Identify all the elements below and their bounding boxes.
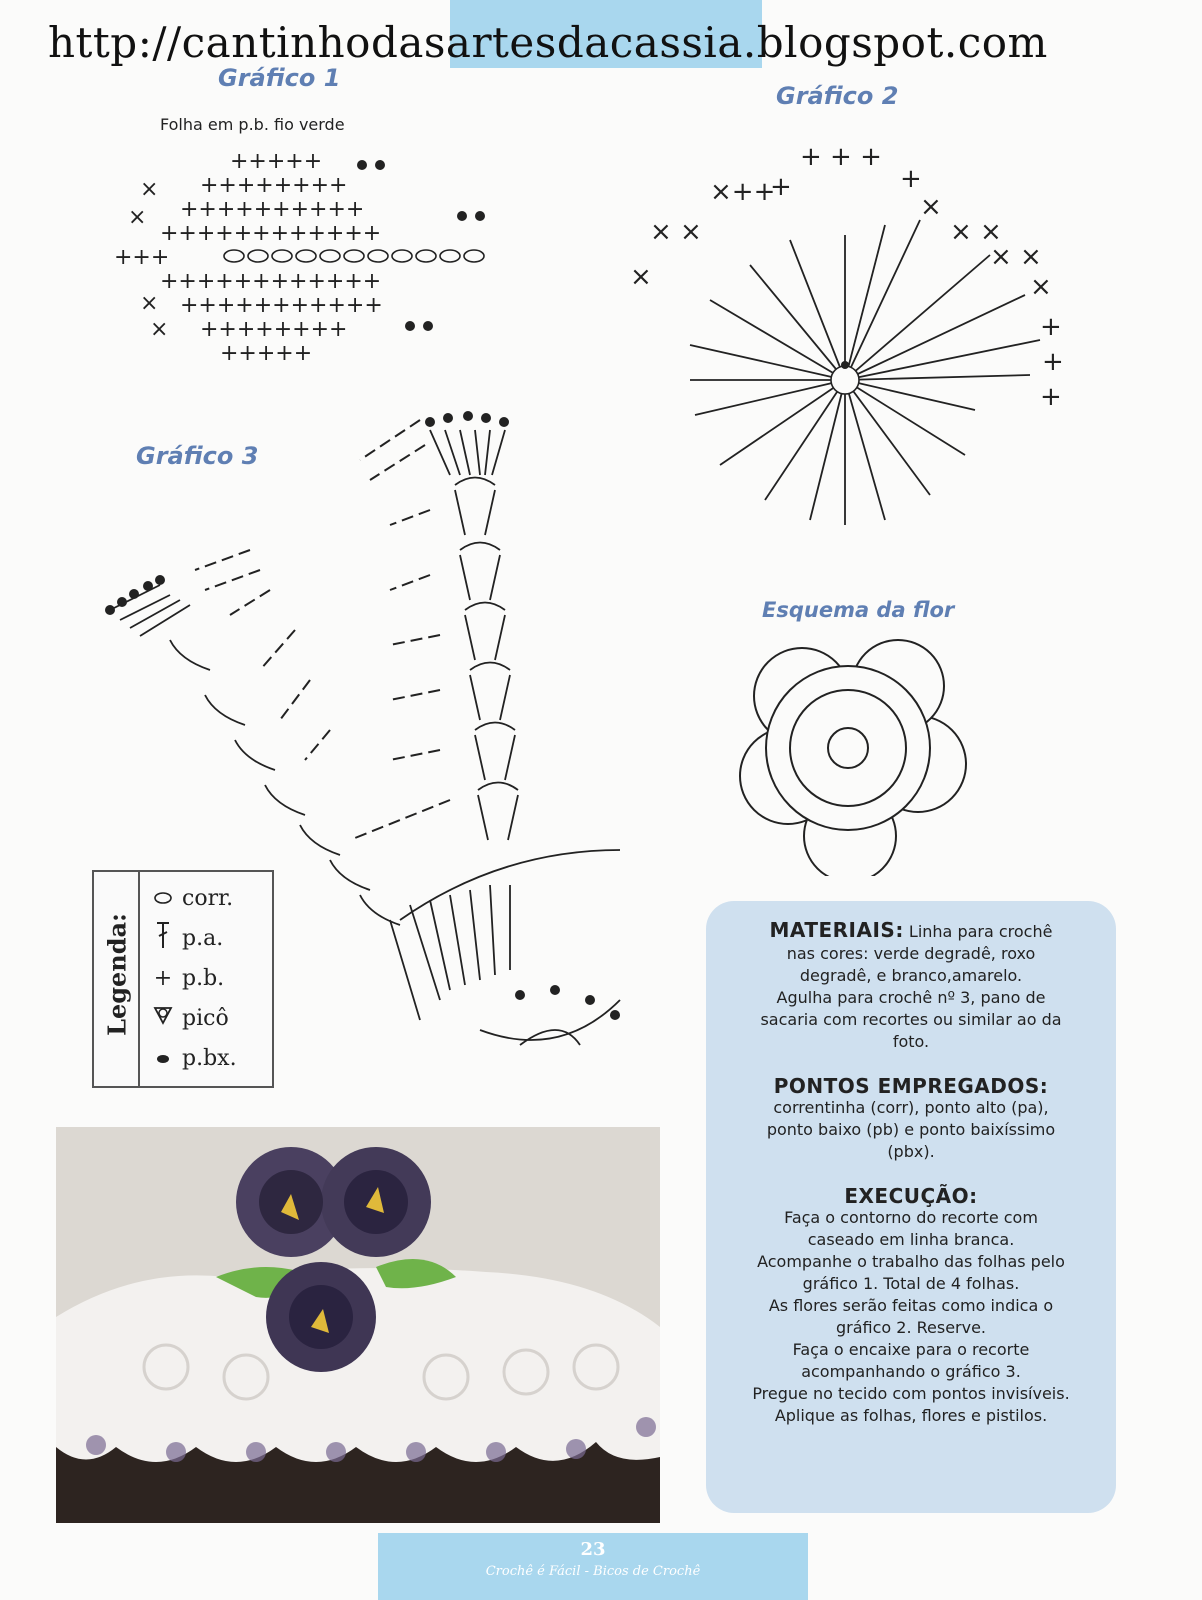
materiais-line: degradê, e branco,amarelo. [799, 966, 1023, 985]
svg-text:× ×: × × [950, 217, 1002, 247]
oval-icon [150, 886, 176, 911]
svg-text:++++++++: ++++++++ [200, 317, 348, 342]
tall-stitch-icon [150, 920, 176, 956]
execucao-line: caseado em linha branca. [807, 1230, 1015, 1249]
legend-title: Legenda: [102, 913, 132, 1036]
page-number: 23 [580, 1539, 606, 1560]
svg-text:++++++++++++: ++++++++++++ [160, 269, 382, 294]
watermark-url: http://cantinhodasartesdacassia.blogspot.com [48, 18, 1048, 67]
esquema-title: Esquema da flor [762, 598, 955, 622]
svg-text:×: × [140, 177, 159, 202]
svg-text:+: + [770, 172, 792, 202]
legend-item-pico [150, 998, 237, 1038]
svg-text:×: × [920, 192, 942, 222]
materiais-line: sacaria com recortes ou similar ao da [760, 1010, 1062, 1029]
svg-text:×: × [140, 291, 159, 316]
svg-text:++++++++++++: ++++++++++++ [160, 221, 382, 246]
svg-text:+++++: +++++ [220, 341, 313, 366]
materiais-line: Linha para crochê [908, 922, 1053, 941]
svg-text:×++: ×++ [710, 177, 776, 207]
pontos-line: correntinha (corr), ponto alto (pa), [773, 1098, 1049, 1117]
svg-text:+++: +++ [114, 245, 170, 270]
svg-text:×: × [128, 205, 147, 230]
legend-side [94, 872, 140, 1086]
pontos-line: ponto baixo (pb) e ponto baixíssimo [766, 1120, 1056, 1139]
svg-text:×: × [150, 317, 169, 342]
picot-icon [150, 1004, 176, 1032]
pontos-heading: PONTOS EMPREGADOS: [773, 1074, 1049, 1098]
svg-text:×: × [630, 262, 652, 292]
execucao-line: Faça o encaixe para o recorte [792, 1340, 1030, 1359]
svg-text:+: + [1040, 382, 1062, 412]
legend-item-pb [150, 958, 237, 998]
svg-text:++++++++++: ++++++++++ [180, 197, 365, 222]
legend-box [92, 870, 274, 1088]
legend-label: p.bx. [182, 1045, 237, 1071]
execucao-line: gráfico 1. Total de 4 folhas. [802, 1274, 1020, 1293]
legend-item-pbx [150, 1038, 237, 1078]
materiais-line: foto. [892, 1032, 930, 1051]
execucao-line: Acompanhe o trabalho das folhas pelo [757, 1252, 1065, 1271]
execucao-line: Pregue no tecido com pontos invisíveis. [752, 1384, 1070, 1403]
legend-items [150, 878, 237, 1078]
legend-item-pa [150, 918, 237, 958]
execucao-line: Aplique as folhas, flores e pistilos. [774, 1406, 1048, 1425]
svg-text:+: + [1040, 312, 1062, 342]
legend-label: corr. [182, 885, 234, 911]
product-photo [56, 1127, 660, 1523]
grafico3-title: Gráfico 3 [136, 442, 259, 470]
execucao-line: gráfico 2. Reserve. [835, 1318, 987, 1337]
svg-text:× ×: × × [990, 242, 1042, 272]
page-footer [378, 1533, 808, 1600]
legend-label: p.a. [182, 925, 224, 951]
svg-text:×: × [1030, 272, 1052, 302]
materiais-line: Agulha para crochê nº 3, pano de [776, 988, 1046, 1007]
dot-icon [150, 1046, 176, 1071]
execucao-line: Faça o contorno do recorte com [784, 1208, 1038, 1227]
legend-label: picô [182, 1005, 229, 1031]
legend-label: p.b. [182, 965, 225, 991]
grafico1-title: Gráfico 1 [218, 64, 341, 92]
materiais-heading: MATERIAIS: [769, 918, 904, 942]
execucao-line: acompanhando o gráfico 3. [801, 1362, 1021, 1381]
svg-text:+ + +: + + + [800, 142, 882, 172]
svg-text:++++++++: ++++++++ [200, 173, 348, 198]
grafico1-leaf-diagram [110, 140, 510, 380]
execucao-heading: EXECUÇÃO: [844, 1184, 978, 1208]
materiais-line: nas cores: verde degradê, roxo [786, 944, 1036, 963]
info-box [706, 901, 1116, 1513]
svg-text:+++++++++++: +++++++++++ [180, 293, 383, 318]
flower-schema-diagram [730, 636, 980, 876]
svg-text:+++++: +++++ [230, 149, 323, 174]
execucao-line: As flores serão feitas como indica o [768, 1296, 1054, 1315]
svg-text:+: + [1042, 347, 1064, 377]
svg-text:× ×: × × [650, 217, 702, 247]
magazine-name: Crochê é Fácil - Bicos de Crochê [485, 1564, 701, 1579]
grafico1-subtitle: Folha em p.b. fio verde [160, 115, 345, 134]
legend-item-corr [150, 878, 237, 918]
plus-icon: + [153, 965, 173, 991]
grafico2-title: Gráfico 2 [776, 82, 899, 110]
grafico2-flower-diagram [630, 125, 1100, 545]
svg-text:+: + [900, 164, 922, 194]
pontos-line: (pbx). [887, 1142, 935, 1161]
